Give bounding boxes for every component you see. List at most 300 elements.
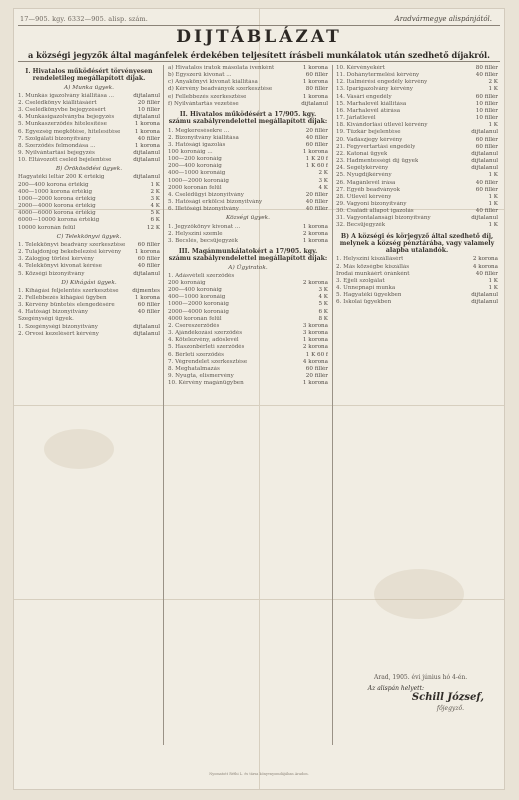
- fee-item: 200—400 koronáig: [168, 287, 222, 294]
- subsection-heading: D) Kihágási ügyek.: [61, 279, 117, 286]
- fee-row: [168, 135, 328, 142]
- subsection-heading: C) Telekkönyvi ügyek.: [56, 233, 122, 240]
- fee-amount: díjtalanul: [133, 150, 160, 156]
- fee-amount: 60 fillér: [475, 136, 498, 143]
- fee-row: [168, 65, 328, 72]
- fee-amount: 20 fillér: [305, 372, 328, 379]
- fee-list: [168, 224, 328, 245]
- fee-item: 31. Vagyontalansági bizonyítvány: [336, 215, 431, 222]
- fee-item: 3. Ajándékozási szerződés: [168, 330, 243, 337]
- fee-row: [18, 150, 160, 157]
- fee-row: [168, 163, 328, 170]
- fee-amount: 10 fillér: [137, 107, 160, 114]
- section-heading: II. Hivatalos működésért a 17/905. kgy. számu szabályrendelettel megállapított díjak:: [168, 110, 328, 126]
- fee-item: 400—1000 koronáig: [168, 170, 226, 177]
- fee-row: [168, 199, 328, 206]
- fee-row: [18, 249, 160, 256]
- fee-row: [336, 264, 498, 271]
- fee-item: 3. Éjjeli szolgálat: [336, 277, 385, 284]
- fee-row: [18, 136, 160, 143]
- fee-item: 2. Fellebbezés kihágási ügyben: [18, 294, 107, 301]
- fee-item: 4. Kötelezvény, adóslevél: [168, 337, 239, 344]
- fee-item: 2. Tulajdonjog bekebelezési kérvény: [18, 249, 122, 256]
- fee-amount: 4 korona: [472, 263, 498, 270]
- fee-item: 13. Iparigazolvány kérvény: [336, 86, 413, 93]
- fee-amount: 4 korona: [302, 358, 328, 365]
- fee-item: 2000—4000 koronáig: [168, 308, 229, 315]
- fee-item: 3. Zálogjog törlési kérvény: [18, 256, 94, 263]
- fee-item: 1. Kihágási feljelentés szerkesztése: [18, 287, 119, 294]
- fee-row: [18, 182, 160, 189]
- fee-row: [336, 256, 498, 263]
- fee-item: 12. Italmérési engedély kérvény: [336, 79, 428, 86]
- fee-amount: 40 fillér: [305, 206, 328, 213]
- fee-row: [168, 170, 328, 177]
- fee-row: [168, 192, 328, 199]
- fee-row: [168, 344, 328, 351]
- fee-item: 1. Jegyzőkönyv kivonat ...: [168, 223, 241, 230]
- fee-row: [168, 156, 328, 163]
- fee-row: [168, 366, 328, 373]
- fee-row: [336, 115, 498, 122]
- fee-amount: 60 fillér: [475, 93, 498, 100]
- fee-amount: 3 K: [318, 177, 328, 184]
- fee-amount: 1 K 20 f: [305, 156, 328, 163]
- fee-row: [18, 100, 160, 107]
- fee-amount: 6 K: [150, 217, 160, 224]
- document-subtitle: a községi jegyzők által magánfelek érdekében teljesített írásbeli munkálatok után szedhető díjakról.: [27, 50, 491, 60]
- fee-item: 26. Magánlevél írása: [336, 179, 396, 186]
- fee-amount: 1 K 60 f: [305, 163, 328, 170]
- fee-amount: 1 K: [488, 172, 498, 179]
- fee-item: 1. Megkeresésekre ...: [168, 127, 230, 134]
- fee-row: [168, 316, 328, 323]
- fee-amount: díjtalanul: [471, 292, 498, 299]
- fee-row: [168, 352, 328, 359]
- fee-amount: 1 K: [488, 285, 498, 292]
- fee-row: [18, 288, 160, 295]
- fee-row: [336, 101, 498, 108]
- fee-item: 32. Becsüjegyzék: [336, 222, 386, 229]
- fee-amount: 2 korona: [302, 230, 328, 237]
- fee-row: [168, 231, 328, 238]
- fee-amount: 40 fillér: [475, 208, 498, 215]
- fee-item: 4. Cselédügyi bizonyítvány: [168, 191, 244, 198]
- fee-item: 8. Meghatalmazás: [168, 365, 220, 372]
- fee-amount: 10 fillér: [475, 115, 498, 122]
- fee-amount: 10 fillér: [475, 107, 498, 114]
- fee-item: Hagyatéki leltár 200 K értékig: [18, 174, 105, 181]
- fee-list: [168, 65, 328, 108]
- signer-title: főjegyző.: [436, 705, 464, 712]
- fee-amount: 20 fillér: [305, 127, 328, 134]
- fee-item: 27. Egyéb beadványok: [336, 186, 400, 193]
- fee-amount: 1 K: [150, 181, 160, 188]
- fee-amount: 40 fillér: [137, 263, 160, 270]
- fee-amount: 3 korona: [302, 322, 328, 329]
- fee-amount: díjtalanul: [133, 92, 160, 99]
- fee-amount: díjtalanul: [133, 323, 160, 330]
- fee-amount: 1 korona: [302, 223, 328, 230]
- fee-item: 10. Kérvényekért: [336, 65, 385, 71]
- fee-amount: 1 korona: [302, 380, 328, 387]
- fee-row: [168, 86, 328, 93]
- fee-item: 1. Munkás igazolvány kiállítása ...: [18, 92, 115, 99]
- fee-row: [168, 294, 328, 301]
- fee-item: 10. Kérvény magánügyben: [168, 380, 244, 387]
- fee-amount: 5 K: [318, 301, 328, 308]
- fee-item: 3. Cselédkönyvbe bejegyzésért: [18, 107, 106, 114]
- fee-row: [18, 256, 160, 263]
- fee-row: [18, 121, 160, 128]
- fee-amount: 1 korona: [302, 79, 328, 86]
- fee-item: 100 koronáig ...: [168, 149, 213, 155]
- fee-amount: 1 K: [488, 86, 498, 93]
- fee-item: 22. Katonai ügyek: [336, 150, 388, 157]
- fee-item: Szegénységi ügyek.: [18, 316, 74, 323]
- fee-row: [336, 94, 498, 101]
- fee-amount: 2 korona: [302, 344, 328, 351]
- fee-item: 14. Vásári engedély: [336, 93, 392, 100]
- fee-item: 200—400 korona értékig: [18, 181, 89, 188]
- fee-item: 3. Hatósági igazolás: [168, 141, 226, 148]
- fee-row: [18, 196, 160, 203]
- fee-amount: 1 korona: [134, 142, 160, 149]
- issuing-office: Aradvármegye alispánjától.: [394, 15, 492, 23]
- fee-list: [18, 174, 160, 231]
- fee-amount: 1 korona: [302, 93, 328, 100]
- fee-row: [168, 238, 328, 245]
- fee-amount: 1 K: [488, 222, 498, 229]
- fee-item: 4. Telekkönyvi kivonat kérése: [18, 263, 102, 270]
- fee-amount: 2 K: [488, 79, 498, 86]
- fee-item: 20. Vadászjegy kérvény: [336, 136, 403, 143]
- paper-stain: [374, 569, 464, 619]
- fee-amount: 40 fillér: [305, 199, 328, 206]
- fee-item: 3. Kérvény büntetés elengedésére: [18, 302, 115, 309]
- fee-row: [18, 271, 160, 278]
- fee-list: [168, 128, 328, 214]
- fee-row: [336, 151, 498, 158]
- fee-item: 2. Cselédkönyv kiállításáért: [18, 99, 97, 106]
- fee-row: [18, 174, 160, 181]
- fee-item: 10. Eltávozott cseléd bejelentése: [18, 157, 112, 164]
- fee-amount: 8 K: [318, 315, 328, 322]
- fee-row: [18, 129, 160, 136]
- fee-item: 5. Hatósági erkölcsi bizonyítvány: [168, 199, 263, 206]
- fee-list: [168, 273, 328, 388]
- fee-item: 15. Marhalevél kiállítása: [336, 100, 407, 107]
- fee-amount: 1 korona: [134, 121, 160, 128]
- fee-amount: 60 fillér: [137, 256, 160, 263]
- fee-row: [168, 185, 328, 192]
- fee-row: [336, 278, 498, 285]
- fee-row: [168, 323, 328, 330]
- fee-row: [336, 72, 498, 79]
- fee-row: [18, 143, 160, 150]
- fee-list: [18, 242, 160, 278]
- fee-item: f) Nyilvántartás vezetése: [168, 100, 239, 107]
- fee-amount: díjtalanul: [471, 129, 498, 136]
- fee-item: 1000—2000 korona értékig: [18, 195, 96, 202]
- fee-amount: 40 fillér: [475, 270, 498, 277]
- fee-item: 2000 koronán felül: [168, 184, 222, 191]
- fee-row: [168, 287, 328, 294]
- fee-row: [336, 215, 498, 222]
- fee-row: [168, 359, 328, 366]
- fee-amount: díjtalanul: [301, 100, 328, 107]
- fee-amount: 1 K: [488, 193, 498, 200]
- fee-amount: 3 korona: [302, 330, 328, 337]
- fee-amount: 40 fillér: [137, 135, 160, 142]
- fee-amount: díjmentes: [132, 287, 160, 294]
- fee-row: [168, 330, 328, 337]
- fee-amount: 2 korona: [472, 256, 498, 263]
- fee-row: [336, 271, 498, 278]
- fee-amount: 40 fillér: [137, 309, 160, 316]
- fee-item: 5. Községi bizonyítvány: [18, 270, 85, 277]
- fee-item: 100—200 koronáig: [168, 156, 222, 163]
- fee-amount: 60 fillér: [305, 141, 328, 148]
- fee-item: 5. Haszonbérleti szerződés: [168, 344, 245, 351]
- fee-item: 19. Tűzkár bejelentése: [336, 129, 401, 136]
- fee-item: 2. Csereszerződés: [168, 322, 220, 329]
- fee-item: 5. Hagyatéki ügyekben: [336, 292, 402, 299]
- fee-row: [336, 79, 498, 86]
- fee-item: e) Fellebbezés szerkesztése: [168, 93, 247, 100]
- fee-item: 1. Telekkönyvi beadvány szerkesztése: [18, 241, 126, 248]
- fee-row: [18, 263, 160, 270]
- fee-item: 2. Más községbe kiszállás: [336, 263, 410, 270]
- fee-amount: 20 fillér: [137, 99, 160, 106]
- fee-item: 1. Adásvételi szerződés: [168, 272, 235, 279]
- fee-list: [18, 93, 160, 165]
- fee-amount: 10 fillér: [475, 100, 498, 107]
- fee-item: 29. Vagyoni bizonyítvány: [336, 200, 407, 207]
- column-left: [18, 65, 160, 338]
- fee-amount: 80 fillér: [475, 65, 498, 71]
- fee-item: 10000 koronán felül: [18, 224, 76, 231]
- fee-item: 1. Helyszíni kiszállásért: [336, 256, 404, 263]
- fee-item: 400—1000 korona értékig: [18, 188, 93, 195]
- fee-row: [168, 94, 328, 101]
- column-divider: [332, 65, 333, 745]
- fee-amount: 60 fillér: [137, 241, 160, 248]
- fee-row: [18, 157, 160, 164]
- fee-item: b) Egyszerű kivonat ...: [168, 72, 232, 79]
- fee-amount: 60 fillér: [475, 186, 498, 193]
- fee-item: 11. Dohánytermelési kérvény: [336, 72, 420, 79]
- fee-row: [18, 316, 160, 323]
- fee-row: [336, 201, 498, 208]
- fee-amount: 3 K: [150, 195, 160, 202]
- fee-item: d) Kérvény beadványok szerkesztése: [168, 86, 273, 93]
- fee-amount: 4 K: [318, 294, 328, 301]
- fee-amount: 1 korona: [302, 149, 328, 155]
- fee-item: 2. Helyszíni szemle: [168, 230, 223, 237]
- fee-row: [18, 331, 160, 338]
- fee-row: [336, 144, 498, 151]
- fee-amount: 1 korona: [302, 237, 328, 244]
- fee-item: 200 koronáig: [168, 279, 206, 286]
- fee-row: [18, 93, 160, 100]
- subsection-heading: B) Örökösödési ügyek.: [55, 166, 123, 173]
- subsection-heading: A) Munka ügyek.: [63, 84, 114, 91]
- fee-amount: díjtalanul: [471, 165, 498, 172]
- fee-item: c) Anyakönyvi kivonat kiállítása: [168, 79, 258, 86]
- fee-item: 200—400 koronáig: [168, 163, 222, 170]
- fee-amount: díjtalanul: [133, 174, 160, 181]
- fee-row: [18, 242, 160, 249]
- fee-row: [336, 137, 498, 144]
- fee-amount: 60 fillér: [137, 302, 160, 309]
- fee-item: 24. Segélykérvény: [336, 165, 389, 172]
- fee-amount: 3 K: [318, 287, 328, 294]
- fee-row: [18, 302, 160, 309]
- fee-row: [168, 142, 328, 149]
- fee-item: 2. Bizonyítvány kiállítása: [168, 134, 239, 141]
- fee-amount: 2 K: [150, 188, 160, 195]
- fee-item: 1000—2000 koronáig: [168, 177, 229, 184]
- fee-row: [168, 79, 328, 86]
- fee-item: 4000—6000 korona értékig: [18, 210, 96, 217]
- fee-row: [18, 114, 160, 121]
- fee-amount: 1 korona: [134, 128, 160, 135]
- fee-row: [336, 172, 498, 179]
- fee-row: [18, 210, 160, 217]
- fee-row: [336, 299, 498, 306]
- fee-item: 3. Becslés, becsüjegyzék: [168, 237, 238, 244]
- subtitle-rule: [18, 61, 500, 62]
- fee-row: [18, 217, 160, 224]
- fee-item: 2000—4000 korona értékig: [18, 203, 96, 210]
- fee-amount: 60 fillér: [475, 143, 498, 150]
- fee-item: 6. Bérleti szerződés: [168, 351, 225, 358]
- fee-item: 5. Munkaszerződés hitelesítése: [18, 121, 107, 128]
- fee-amount: 40 fillér: [305, 134, 328, 141]
- fee-amount: 6 K: [318, 308, 328, 315]
- fee-amount: 20 fillér: [305, 191, 328, 198]
- fee-row: [168, 149, 328, 156]
- fee-amount: 12 K: [146, 224, 160, 231]
- fee-amount: 1 korona: [134, 249, 160, 256]
- fee-row: [336, 285, 498, 292]
- fee-row: [336, 129, 498, 136]
- fee-list: [336, 65, 498, 230]
- fee-amount: díjtalanul: [133, 270, 160, 277]
- fee-item: 1000—2000 koronáig: [168, 301, 229, 308]
- fee-row: [18, 107, 160, 114]
- fee-item: 1. Szegénységi bizonyítvány: [18, 323, 98, 330]
- fee-item: 400—1000 koronáig: [168, 294, 226, 301]
- fee-row: [18, 295, 160, 302]
- fee-amount: 4 K: [318, 184, 328, 191]
- fee-row: [168, 72, 328, 79]
- fee-row: [168, 178, 328, 185]
- fee-item: 25. Nyugdíjkérvény: [336, 172, 392, 179]
- fee-row: [336, 65, 498, 72]
- fee-amount: 60 fillér: [305, 72, 328, 79]
- fee-amount: 2 korona: [302, 279, 328, 286]
- section-heading: B) A községi és körjegyző által szedhető díj, melynek a község pénztárába, vagy valamely alapba utalandók.: [339, 232, 495, 255]
- fee-item: 18. Kivándorlási útlevél kérvény: [336, 122, 428, 129]
- section-heading: III. Magánmunkálatokért a 17/905. kgy. számu szabályrendelettel megállapított díjak:: [168, 248, 328, 263]
- document-sheet: [14, 9, 504, 789]
- fee-amount: 4 K: [150, 203, 160, 210]
- column-right: [336, 65, 498, 307]
- fee-row: [18, 189, 160, 196]
- fee-item: 21. Fegyvertartási engedély: [336, 143, 416, 150]
- fee-amount: 1 K: [488, 200, 498, 207]
- fee-row: [18, 203, 160, 210]
- fee-row: [168, 309, 328, 316]
- fee-row: [336, 222, 498, 229]
- fee-amount: díjtalanul: [471, 299, 498, 306]
- fee-item: 4. Munkásigazolványba bejegyzés: [18, 114, 115, 121]
- fee-item: 2. Orvosi kezelésért kérvény: [18, 330, 99, 337]
- fee-item: 4. Ünnepnapi munka: [336, 285, 396, 292]
- fee-row: [168, 380, 328, 387]
- fee-item: 8. Szerződés felmondása ...: [18, 142, 96, 149]
- fee-item: 6000—10000 korona értékig: [18, 217, 100, 224]
- document-title: DIJTÁBLÁZAT: [176, 27, 342, 47]
- fee-row: [336, 292, 498, 299]
- fee-item: 17. Járlatlevél: [336, 115, 376, 122]
- fee-amount: díjtalanul: [133, 330, 160, 337]
- fee-amount: 60 fillér: [305, 365, 328, 372]
- fee-amount: [157, 316, 160, 323]
- fee-item: 9. Nyilvántartási bejegyzés: [18, 150, 95, 156]
- fee-row: [336, 158, 498, 165]
- fee-amount: díjtalanul: [471, 158, 498, 165]
- fee-item: 28. Utlevél kérvény: [336, 193, 392, 200]
- fee-row: [168, 373, 328, 380]
- fee-row: [168, 273, 328, 280]
- fee-row: [18, 324, 160, 331]
- fee-amount: 1 K: [488, 277, 498, 284]
- signer-name: Schill József,: [411, 692, 484, 703]
- header-rule: [18, 25, 500, 26]
- fee-item: 6. Iskolai ügyekben: [336, 299, 392, 306]
- fee-item: Irodai munkáért óránként: [336, 270, 410, 277]
- fee-row: [336, 208, 498, 215]
- fee-amount: 1 korona: [302, 65, 328, 71]
- place-and-date: Arad, 1905. évi június hó 4-én.: [374, 674, 468, 681]
- fee-item: 9. Nyugta, elismervény: [168, 372, 234, 379]
- section-heading: I. Hivatalos működésért törvényesen rendeletileg megállapított díjak.: [25, 68, 153, 83]
- fee-amount: 40 fillér: [475, 179, 498, 186]
- fee-item: 7. Szolgálati bizonyítvány: [18, 135, 91, 142]
- fee-row: [18, 309, 160, 316]
- fee-row: [336, 180, 498, 187]
- fee-amount: 5 K: [150, 210, 160, 217]
- fee-amount: 1 K: [488, 122, 498, 129]
- fee-item: 7. Végrendelet szerkesztése: [168, 358, 248, 365]
- fee-row: [168, 301, 328, 308]
- fee-item: 6. Egyezség megkötése, hitelesítése: [18, 128, 121, 135]
- fee-amount: díjtalanul: [133, 114, 160, 121]
- paper-stain: [44, 429, 114, 469]
- fee-amount: [325, 273, 328, 280]
- fee-row: [168, 337, 328, 344]
- fee-item: 30. Családi állapot igazolás: [336, 208, 414, 215]
- column-middle: [168, 65, 328, 387]
- fee-row: [336, 108, 498, 115]
- fee-item: 6. Illetőségi bizonyítvány: [168, 206, 239, 213]
- fee-amount: díjtalanul: [471, 215, 498, 222]
- subsection-heading: Községi ügyek.: [225, 215, 271, 222]
- fee-amount: 1 korona: [302, 337, 328, 344]
